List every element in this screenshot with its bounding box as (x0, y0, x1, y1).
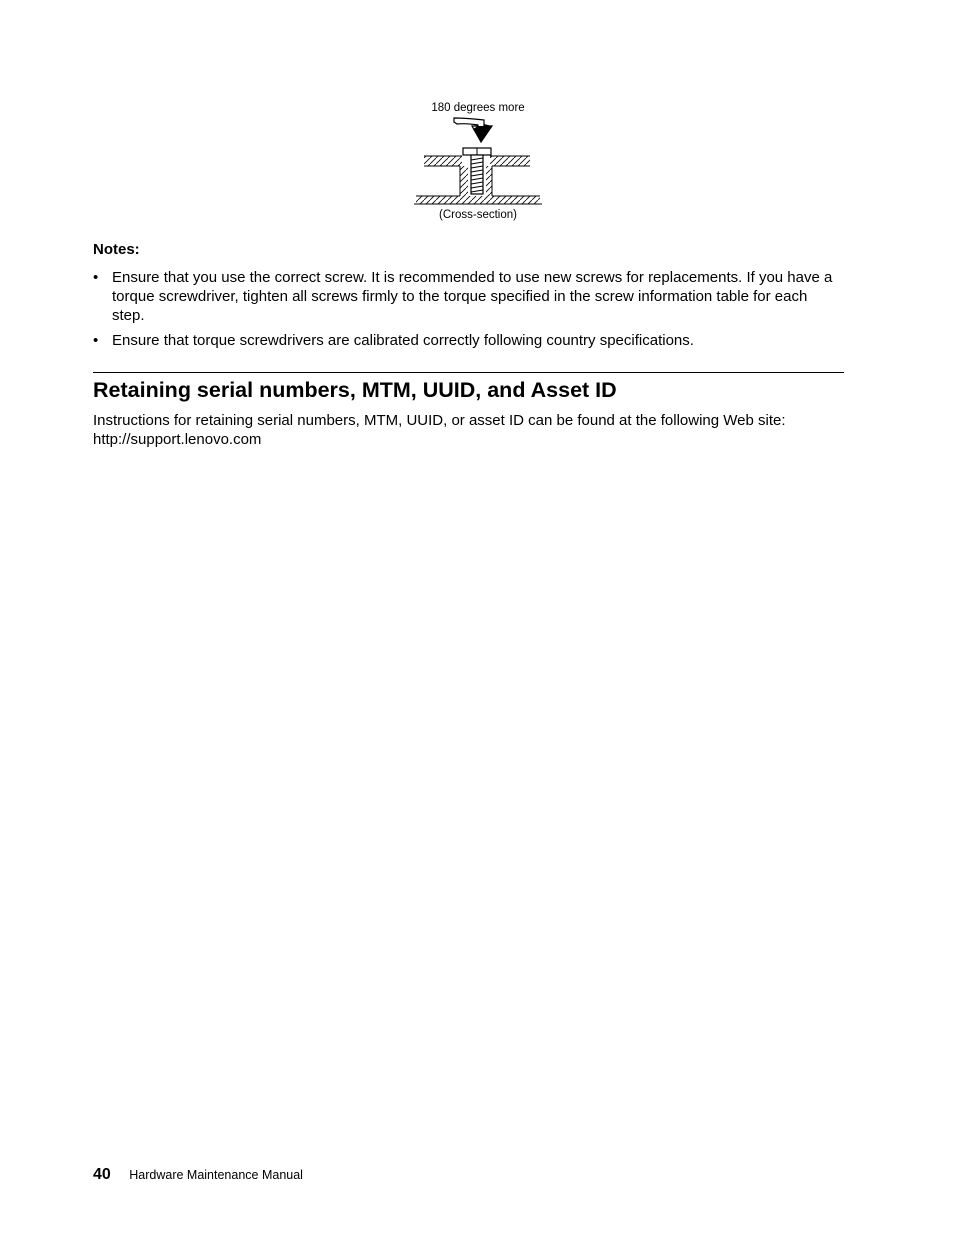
figure-top-label: 180 degrees more (431, 102, 525, 114)
section-heading: Retaining serial numbers, MTM, UUID, and Asset ID (93, 378, 617, 402)
support-url-link[interactable]: http://support.lenovo.com (93, 431, 262, 448)
page-footer (93, 1166, 303, 1184)
notes-heading: Notes: (93, 241, 140, 258)
bullet-icon: • (93, 269, 99, 286)
screw-cross-section-diagram (412, 98, 544, 226)
boss-wall-right (486, 166, 492, 196)
bullet-icon: • (93, 332, 99, 349)
figure-bottom-label: (Cross-section) (439, 209, 517, 221)
list-item (93, 268, 833, 325)
section-body (93, 411, 853, 449)
note-text: Ensure that torque screwdrivers are calibrated correctly following country specifications. (112, 332, 694, 349)
boss-wall-left (460, 166, 468, 196)
list-item (93, 331, 833, 350)
note-text: Ensure that you use the correct screw. It is recommended to use new screws for replacements. If you have a torque screwdriver, tighten all screws firmly to the torque specified in the screw information table for each step. (112, 269, 833, 324)
notes-list (93, 268, 833, 356)
top-plate-right (490, 156, 530, 166)
section-divider (93, 372, 844, 373)
page-number: 40 (93, 1166, 111, 1183)
section-body-text: Instructions for retaining serial numbers, MTM, UUID, or asset ID can be found at the following Web site: (93, 412, 786, 429)
document-title: Hardware Maintenance Manual (129, 1168, 303, 1182)
screw-cross-section-figure (412, 98, 544, 226)
bottom-base (416, 196, 540, 204)
top-plate-left (424, 156, 462, 166)
